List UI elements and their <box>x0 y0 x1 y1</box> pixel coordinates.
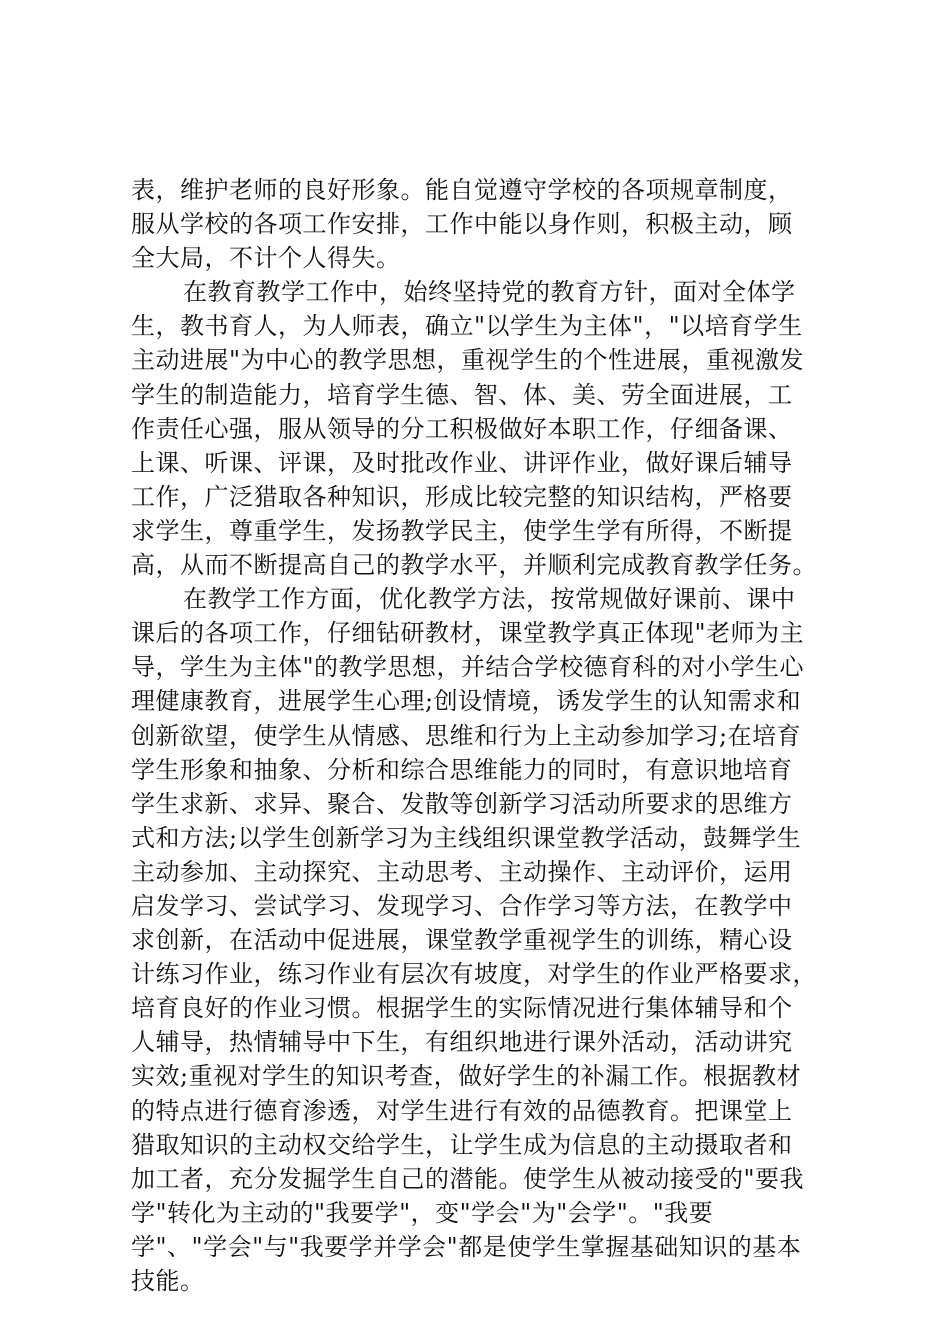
text-line: 高，从而不断提高自己的教学水平，并顺利完成教育教学任务。 <box>131 551 817 580</box>
text-line: 创新欲望，使学生从情感、思维和行为上主动参加学习;在培育 <box>131 721 802 750</box>
text-line: 猎取知识的主动权交给学生，让学生成为信息的主动摄取者和 <box>131 1130 793 1159</box>
text-line: 的特点进行德育渗透，对学生进行有效的品德教育。把课堂上 <box>131 1096 793 1125</box>
body-text <box>131 173 831 1298</box>
text-line: 学"转化为主动的"我要学"，变"学会"为"会学"。"我要 <box>131 1198 714 1227</box>
text-line: 启发学习、尝试学习、发现学习、合作学习等方法，在教学中 <box>131 891 793 920</box>
text-line: 加工者，充分发掘学生自己的潜能。使学生从被动接受的"要我 <box>131 1164 805 1193</box>
text-line: 作责任心强，服从领导的分工积极做好本职工作，仔细备课、 <box>131 414 793 443</box>
text-line: 全大局，不计个人得失。 <box>131 244 401 273</box>
text-line: 求学生，尊重学生，发扬教学民主，使学生学有所得，不断提 <box>131 516 793 545</box>
text-line: 工作，广泛猎取各种知识，形成比较完整的知识结构，严格要 <box>131 482 793 511</box>
paragraph-first-line: 在教学工作方面，优化教学方法，按常规做好课前、课中 <box>183 585 796 614</box>
text-line: 导，学生为主体"的教学思想，并结合学校德育科的对小学生心 <box>131 653 805 682</box>
text-line: 学生形象和抽象、分析和综合思维能力的同时，有意识地培育 <box>131 755 793 784</box>
text-line: 课后的各项工作，仔细钻研教材，课堂教学真正体现"老师为主 <box>131 619 805 648</box>
text-line: 人辅导，热情辅导中下生，有组织地进行课外活动，活动讲究 <box>131 1028 793 1057</box>
text-line: 服从学校的各项工作安排，工作中能以身作则，积极主动，顾 <box>131 210 793 239</box>
text-line: 实效;重视对学生的知识考查，做好学生的补漏工作。根据教材 <box>131 1062 802 1091</box>
text-line: 求创新，在活动中促进展，课堂教学重视学生的训练，精心设 <box>131 926 793 955</box>
text-line: 技能。 <box>131 1267 205 1295</box>
text-line: 主动参加、主动探究、主动思考、主动操作、主动评价，运用 <box>131 857 793 886</box>
text-line: 式和方法;以学生创新学习为主线组织课堂教学活动，鼓舞学生 <box>131 823 802 852</box>
text-line: 理健康教育，进展学生心理;创设情境，诱发学生的认知需求和 <box>131 687 802 716</box>
text-line: 学生求新、求异、聚合、发散等创新学习活动所要求的思维方 <box>131 789 793 818</box>
text-line: 培育良好的作业习惯。根据学生的实际情况进行集体辅导和个 <box>131 994 793 1023</box>
text-line: 主动进展"为中心的教学思想，重视学生的个性进展，重视激发 <box>131 346 805 375</box>
text-line: 学生的制造能力，培育学生德、智、体、美、劳全面进展，工 <box>131 380 793 409</box>
text-line: 计练习作业，练习作业有层次有坡度，对学生的作业严格要求， <box>131 960 817 989</box>
text-line: 学"、"学会"与"我要学并学会"都是使学生掌握基础知识的基本 <box>131 1232 802 1261</box>
text-line: 生，教书育人，为人师表，确立"以学生为主体"，"以培育学生 <box>131 312 803 341</box>
paragraph-first-line: 在教育教学工作中，始终坚持党的教育方针，面对全体学 <box>183 278 796 307</box>
text-line: 表，维护老师的良好形象。能自觉遵守学校的各项规章制度， <box>131 176 793 204</box>
text-line: 上课、听课、评课，及时批改作业、讲评作业，做好课后辅导 <box>131 448 793 477</box>
